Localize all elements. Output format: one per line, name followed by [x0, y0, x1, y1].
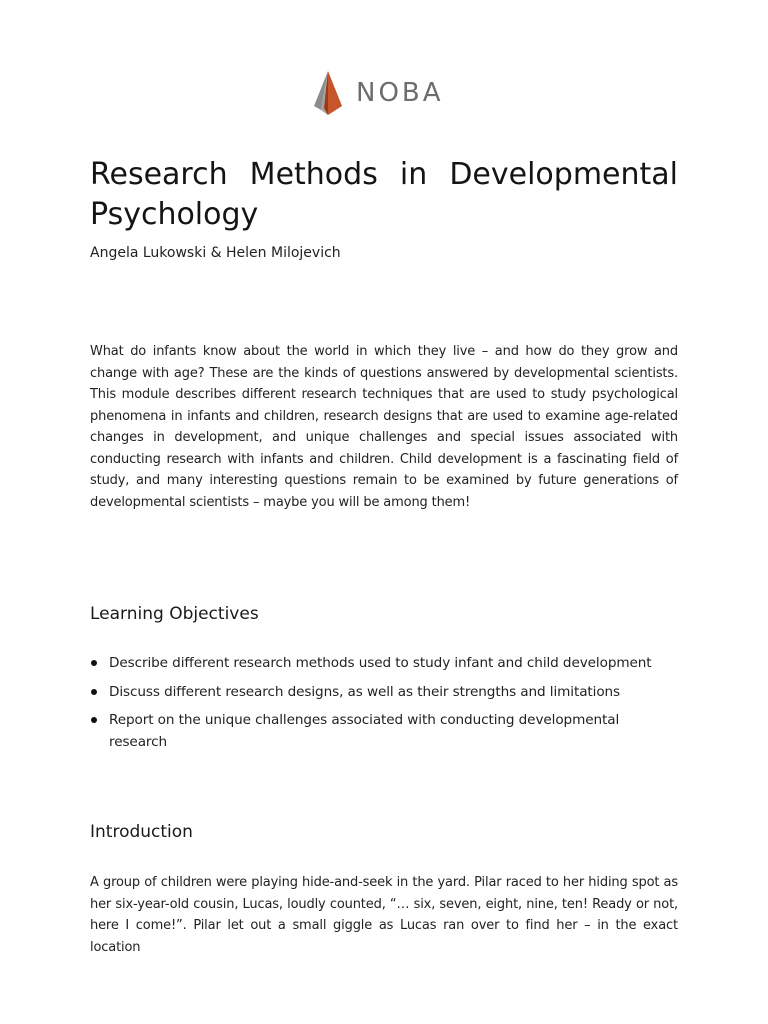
introduction-paragraph: A group of children were playing hide-and-seek in the yard. Pilar raced to her hiding spot as her six-year-old cousin, Lucas, loudly counted, “… six, seven, eight, nine, ten! Ready or not, here I come!”. Pilar let out a small giggle as Lucas ran over to find her – in the exact location	[90, 875, 678, 955]
abstract-paragraph: What do infants know about the world in which they live – and how do they grow and change with age? These are the kinds of questions answered by developmental scientists. This module describes different research techniques that are used to study psychological phenomena in infants and children, research designs that are used to examine age-related changes in development, and unique challenges and special issues associated with conducting research with infants and children. Child development is a fascinating field of study, and many interesting questions remain to be examined by future generations of developmental scientists – maybe you will be among them!	[90, 344, 678, 510]
objective-text: Report on the unique challenges associated with conducting developmental research	[109, 712, 620, 750]
noba-flame-logo-icon	[312, 70, 344, 116]
learning-objectives-list	[90, 652, 678, 750]
objective-text: Discuss different research designs, as well as their strengths and limitations	[109, 683, 621, 700]
introduction-heading: Introduction	[90, 822, 193, 842]
document-authors: Angela Lukowski & Helen Milojevich	[90, 245, 341, 261]
learning-objectives-heading: Learning Objectives	[90, 604, 259, 624]
bullet-icon	[91, 660, 97, 666]
noba-logo	[312, 70, 444, 116]
bullet-icon	[91, 689, 97, 695]
objective-text: Describe different research methods used to study infant and child development	[109, 655, 652, 671]
list-item	[90, 681, 678, 710]
noba-wordmark: NOBA	[356, 78, 444, 108]
list-item	[90, 709, 678, 750]
list-item	[90, 652, 678, 681]
bullet-icon	[91, 717, 97, 723]
document-title: Research Methods in Developmental Psychology	[90, 157, 678, 232]
